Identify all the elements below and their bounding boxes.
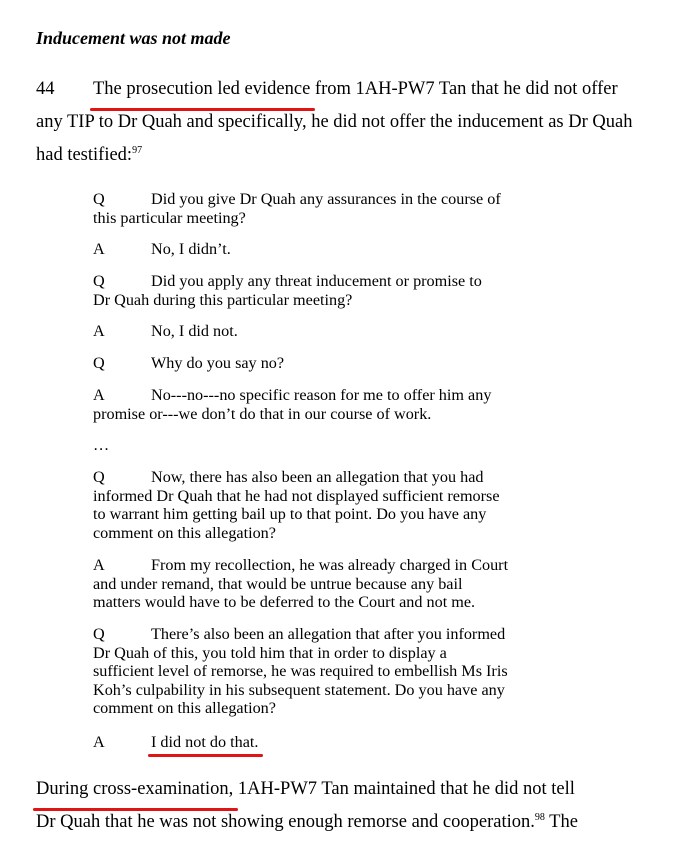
- qa-label: Q: [93, 272, 105, 290]
- closing-line-1: [36, 773, 642, 806]
- qa-block-4: [93, 322, 585, 341]
- para-line-3-text: had testified:: [36, 145, 133, 165]
- underlined-answer: I did not do that.: [151, 733, 259, 751]
- closing-paragraph: [36, 773, 642, 839]
- qa-text: No, I didn’t.: [151, 240, 231, 258]
- qa-text: Did you give Dr Quah any assurances in the course of: [151, 190, 501, 208]
- qa-text-cont: and under remand, that would be untrue because any bail: [93, 574, 463, 593]
- qa-label: A: [93, 386, 105, 404]
- qa-text: From my recollection, he was already charged in Court: [151, 556, 509, 574]
- paragraph-44: [36, 73, 642, 172]
- qa-block-7: [93, 468, 585, 542]
- qa-text: Did you apply any threat inducement or promise to: [151, 272, 482, 290]
- closing-line-2-text: Dr Quah that he was not showing enough remorse and cooperation.: [36, 812, 535, 832]
- qa-text-cont: Koh’s culpability in his subsequent statement. Do you have any: [93, 680, 505, 699]
- closing-line-2-end: The: [549, 812, 578, 832]
- qa-text: Why do you say no?: [151, 354, 285, 372]
- qa-label: A: [93, 240, 105, 258]
- qa-label: A: [93, 733, 105, 751]
- closing-line-1-rest: 1AH-PW7 Tan maintained that he did not tell: [237, 779, 575, 799]
- qa-label: Q: [93, 625, 105, 643]
- qa-text: There’s also been an allegation that after you informed: [151, 625, 506, 643]
- qa-label: Q: [93, 190, 105, 208]
- footnote-ref-98: 98: [534, 811, 545, 823]
- qa-text: …: [93, 436, 110, 454]
- para-line-3: [36, 139, 642, 172]
- qa-block-6: [93, 386, 585, 423]
- qa-block-2: [93, 240, 585, 259]
- qa-text-cont: to warrant him getting bail up to that point. Do you have any: [93, 505, 487, 523]
- qa-text-cont: sufficient level of remorse, he was required to embellish Ms Iris: [93, 662, 508, 680]
- qa-text-cont: matters would have to be deferred to the Court and not me.: [93, 593, 476, 611]
- qa-block-5: [93, 354, 585, 373]
- ellipsis: [93, 436, 585, 455]
- qa-text-cont: this particular meeting?: [93, 208, 246, 227]
- qa-label: Q: [93, 468, 105, 486]
- qa-text-cont: promise or---we don’t do that in our course of work.: [93, 404, 432, 423]
- section-heading: Inducement was not made: [36, 28, 231, 48]
- qa-block-10: [93, 733, 585, 752]
- qa-text-cont: comment on this allegation?: [93, 523, 276, 542]
- qa-text-cont: Dr Quah of this, you told him that in order to display a: [93, 643, 447, 662]
- underlined-phrase-2: During cross-examination,: [36, 773, 233, 806]
- para-line-1-rest: from 1AH-PW7 Tan that he did not offer: [314, 79, 618, 99]
- para-line-2: any TIP to Dr Quah and specifically, he did not offer the inducement as Dr Quah: [36, 112, 633, 132]
- qa-block-1: [93, 190, 585, 227]
- paragraph-number: 44: [36, 79, 55, 99]
- qa-text-cont: comment on this allegation?: [93, 699, 276, 717]
- qa-text: No---no---no specific reason for me to offer him any: [151, 386, 492, 404]
- qa-label: A: [93, 556, 105, 574]
- qa-block-3: [93, 272, 585, 309]
- qa-text: No, I did not.: [151, 322, 238, 340]
- qa-text: Now, there has also been an allegation that you had: [151, 468, 484, 486]
- qa-label: Q: [93, 354, 105, 372]
- qa-text-cont: informed Dr Quah that he had not displayed sufficient remorse: [93, 486, 500, 505]
- qa-block-9: [93, 625, 585, 718]
- qa-block-8: [93, 556, 585, 612]
- para-line-1: [36, 73, 642, 106]
- footnote-ref-97: 97: [132, 144, 143, 156]
- underlined-phrase: The prosecution led evidence: [93, 73, 310, 106]
- qa-text-cont: Dr Quah during this particular meeting?: [93, 290, 353, 309]
- qa-label: A: [93, 322, 105, 340]
